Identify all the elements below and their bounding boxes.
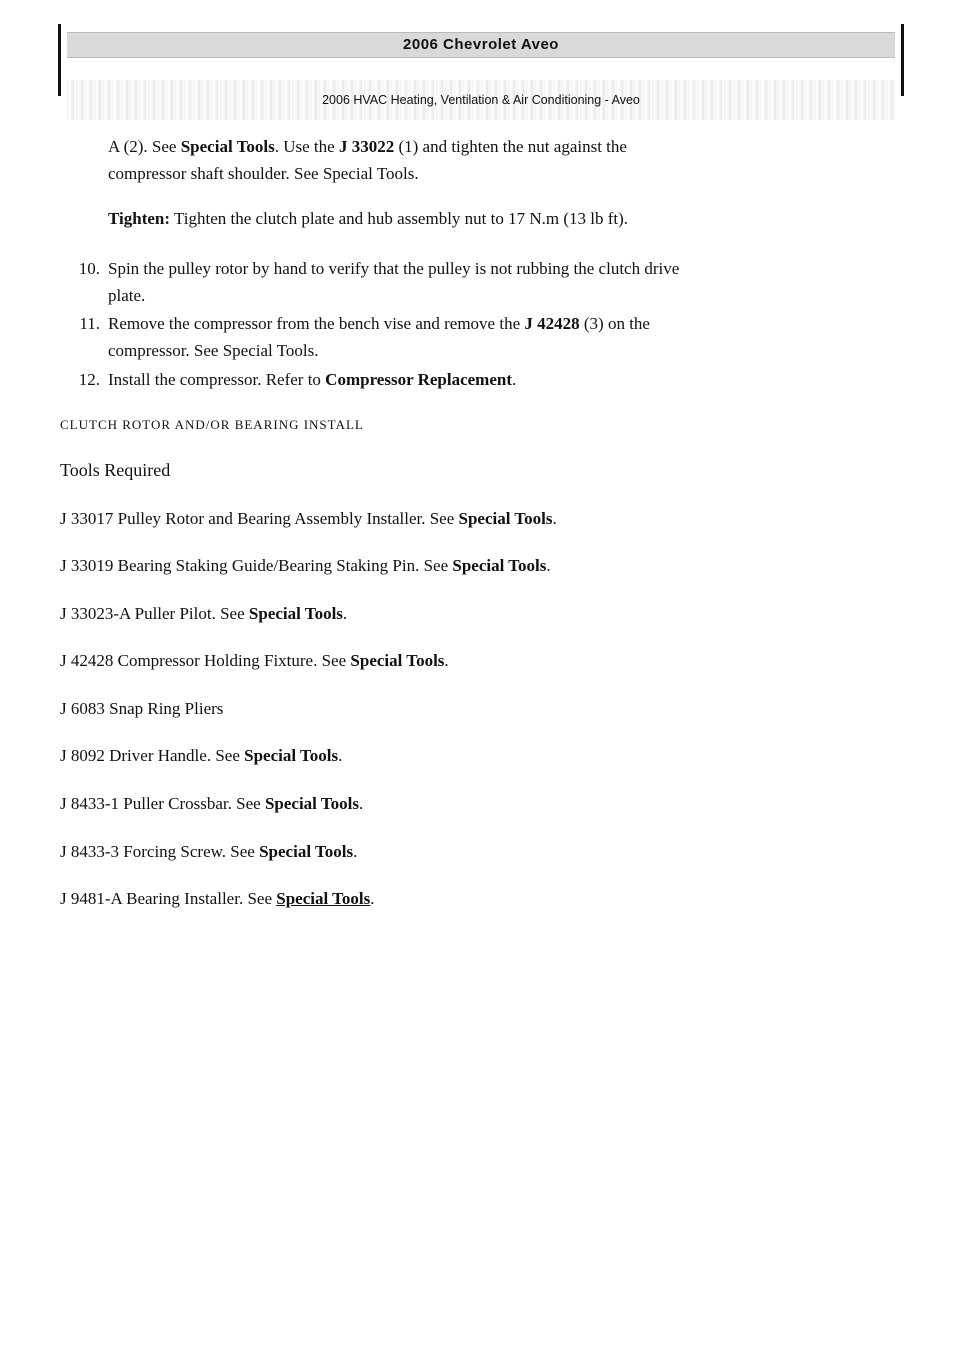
- text-run: .: [358, 794, 364, 813]
- text-run: Install the compressor. Refer to: [108, 370, 326, 389]
- text-run: compressor shaft shoulder. See Special Tools.: [108, 164, 419, 183]
- tool-item: [60, 742, 900, 769]
- step-number: 10.: [78, 259, 100, 278]
- step-text: [108, 310, 888, 364]
- special-tools-reference: Special Tools: [458, 509, 553, 528]
- tool-text: J 33019 Bearing Staking Guide/Bearing Staking Pin. See: [60, 556, 453, 575]
- tool-number: J 33022: [338, 137, 395, 156]
- tighten-label: Tighten:: [108, 209, 171, 228]
- step-text: [108, 255, 888, 309]
- tool-number: J 42428: [524, 314, 580, 333]
- step-number: 11.: [79, 314, 100, 333]
- text-run: .: [338, 746, 343, 765]
- text-run: (3) on the: [579, 314, 650, 333]
- special-tools-reference: Special Tools: [350, 651, 445, 670]
- special-tools-reference: Special Tools: [244, 746, 339, 765]
- tool-text: J 33017 Pulley Rotor and Bearing Assembly Installer. See: [60, 509, 459, 528]
- tighten-spec: [108, 205, 888, 232]
- tighten-text: Tighten the clutch plate and hub assembly nut to 17 N.m (13 lb ft).: [170, 209, 629, 228]
- step-text: [108, 366, 888, 393]
- tool-item: [60, 790, 900, 817]
- tools-required-heading: Tools Required: [60, 460, 171, 480]
- step-number: 12.: [78, 370, 100, 389]
- text-run: A (2). See: [108, 137, 181, 156]
- compressor-replacement-reference: Compressor Replacement: [325, 370, 512, 389]
- special-tools-reference: Special Tools: [264, 794, 359, 813]
- tool-item: [60, 505, 900, 532]
- special-tools-reference: Special Tools: [180, 137, 275, 156]
- special-tools-reference: Special Tools: [259, 842, 354, 861]
- special-tools-reference: Special Tools: [452, 556, 547, 575]
- special-tools-reference: Special Tools: [248, 604, 343, 623]
- special-tools-link[interactable]: Special Tools: [276, 889, 371, 908]
- tool-item: [60, 600, 900, 627]
- text-run: .: [342, 604, 348, 623]
- text-run: .: [370, 889, 375, 908]
- tool-text: J 42428 Compressor Holding Fixture. See: [60, 651, 351, 670]
- text-run: .: [511, 370, 517, 389]
- document-subtitle: 2006 HVAC Heating, Ventilation & Air Conditioning - Aveo: [67, 80, 895, 120]
- tool-item: [60, 552, 900, 579]
- tool-item: [60, 695, 900, 722]
- text-run: (1) and tighten the nut against the: [394, 137, 627, 156]
- tool-text: J 33023-A Puller Pilot. See: [60, 604, 249, 623]
- text-run: . Use the: [274, 137, 339, 156]
- tool-item: [60, 838, 900, 865]
- tool-item: [60, 647, 900, 674]
- text-run: .: [546, 556, 551, 575]
- document-title: 2006 Chevrolet Aveo: [67, 32, 895, 58]
- text-run: compressor. See Special Tools.: [108, 341, 319, 360]
- continued-step-paragraph: [108, 133, 888, 187]
- text-run: .: [353, 842, 358, 861]
- page-header: [58, 24, 904, 107]
- tool-text: J 8092 Driver Handle. See: [60, 746, 245, 765]
- tool-item: [60, 885, 900, 912]
- tool-text: J 8433-1 Puller Crossbar. See: [60, 794, 265, 813]
- tool-text: J 8433-3 Forcing Screw. See: [60, 842, 260, 861]
- text-run: Spin the pulley rotor by hand to verify that the pulley is not rubbing the clutch drive: [108, 259, 680, 278]
- text-run: .: [552, 509, 557, 528]
- text-run: plate.: [108, 286, 146, 305]
- tool-text: J 9481-A Bearing Installer. See: [60, 889, 277, 908]
- text-run: .: [444, 651, 449, 670]
- tool-text: J 6083 Snap Ring Pliers: [60, 699, 224, 718]
- text-run: Remove the compressor from the bench vise and remove the: [108, 314, 525, 333]
- section-heading: CLUTCH ROTOR AND/OR BEARING INSTALL: [60, 417, 364, 432]
